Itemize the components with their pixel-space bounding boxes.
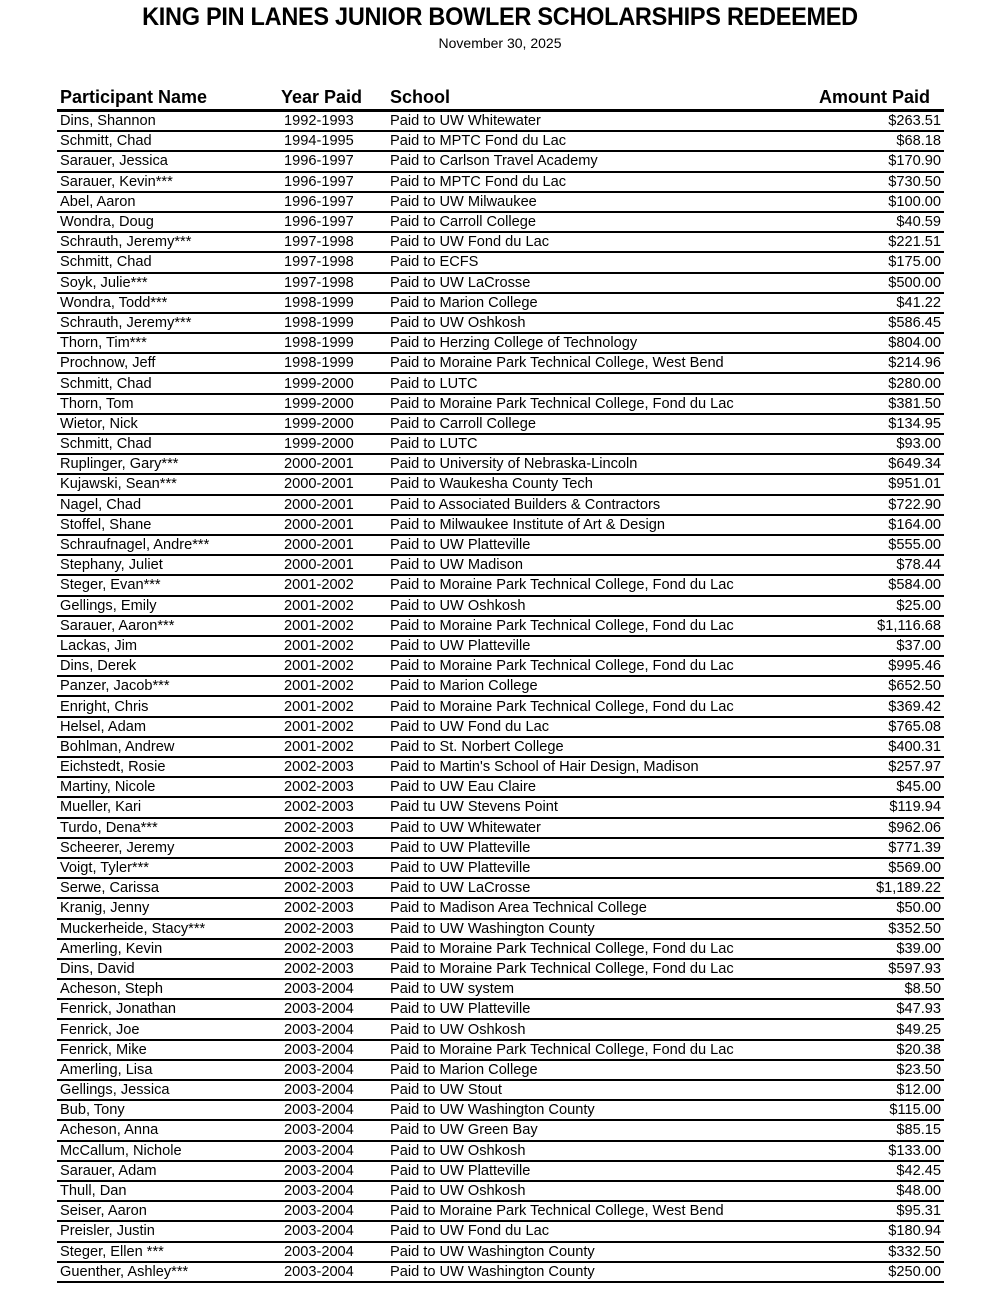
cell-amount-paid: $134.95 — [888, 415, 941, 432]
cell-school: Paid to UW LaCrosse — [390, 880, 531, 897]
table-row — [57, 960, 944, 980]
cell-year-paid: 1998-1999 — [284, 335, 354, 352]
cell-participant-name: Thorn, Tom — [60, 395, 134, 412]
table-row — [57, 1020, 944, 1040]
cell-school: Paid to Moraine Park Technical College, Fond du Lac — [390, 577, 734, 594]
cell-amount-paid: $68.18 — [896, 133, 941, 150]
cell-year-paid: 2002-2003 — [284, 799, 354, 816]
cell-year-paid: 2000-2001 — [284, 496, 354, 513]
table-row — [57, 173, 944, 193]
scholarships-table — [57, 86, 944, 1283]
cell-year-paid: 1997-1998 — [284, 234, 354, 251]
cell-participant-name: Panzer, Jacob*** — [60, 678, 170, 695]
cell-amount-paid: $263.51 — [888, 113, 941, 130]
table-row — [57, 1263, 944, 1283]
cell-school: Paid to Moraine Park Technical College, Fond du Lac — [390, 960, 734, 977]
cell-participant-name: Sarauer, Jessica — [60, 153, 168, 170]
cell-year-paid: 2003-2004 — [284, 1021, 354, 1038]
cell-participant-name: Wietor, Nick — [60, 415, 138, 432]
table-row — [57, 193, 944, 213]
cell-year-paid: 2003-2004 — [284, 1041, 354, 1058]
cell-school: Paid to UW Oshkosh — [390, 597, 526, 614]
cell-amount-paid: $78.44 — [896, 557, 941, 574]
cell-year-paid: 2002-2003 — [284, 839, 354, 856]
column-header-amount-paid: Amount Paid — [819, 87, 930, 107]
table-row — [57, 859, 944, 879]
cell-participant-name: Amerling, Kevin — [60, 940, 163, 957]
cell-amount-paid: $597.93 — [888, 960, 941, 977]
cell-participant-name: Dins, David — [60, 960, 135, 977]
cell-participant-name: Nagel, Chad — [60, 496, 142, 513]
cell-participant-name: Prochnow, Jeff — [60, 355, 156, 372]
cell-school: Paid to UW Fond du Lac — [390, 718, 549, 735]
table-row — [57, 1081, 944, 1101]
cell-amount-paid: $133.00 — [888, 1142, 941, 1159]
cell-amount-paid: $42.45 — [896, 1162, 941, 1179]
cell-school: Paid to UW Platteville — [390, 637, 531, 654]
cell-year-paid: 2001-2002 — [284, 577, 354, 594]
cell-participant-name: Ruplinger, Gary*** — [60, 456, 179, 473]
cell-participant-name: Abel, Aaron — [60, 193, 136, 210]
cell-participant-name: Steger, Ellen *** — [60, 1243, 164, 1260]
cell-year-paid: 2003-2004 — [284, 1061, 354, 1078]
cell-amount-paid: $164.00 — [888, 516, 941, 533]
cell-school: Paid to UW Washington County — [390, 1102, 595, 1119]
cell-school: Paid to UW Washington County — [390, 920, 595, 937]
cell-participant-name: Sarauer, Adam — [60, 1162, 157, 1179]
cell-school: Paid to Carroll College — [390, 214, 537, 231]
table-row — [57, 718, 944, 738]
table-row — [57, 617, 944, 637]
table-row — [57, 314, 944, 334]
cell-school: Paid to Moraine Park Technical College, Fond du Lac — [390, 698, 734, 715]
table-row — [57, 879, 944, 899]
cell-year-paid: 2003-2004 — [284, 1102, 354, 1119]
cell-school: Paid to UW Washington County — [390, 1263, 595, 1280]
cell-participant-name: Kranig, Jenny — [60, 900, 150, 917]
cell-school: Paid to Moraine Park Technical College, West Bend — [390, 1203, 724, 1220]
cell-amount-paid: $730.50 — [888, 173, 941, 190]
cell-participant-name: Schrauth, Jeremy*** — [60, 314, 192, 331]
column-header-year-paid: Year Paid — [281, 87, 363, 107]
cell-amount-paid: $8.50 — [904, 981, 941, 998]
cell-amount-paid: $250.00 — [888, 1263, 941, 1280]
cell-amount-paid: $50.00 — [896, 900, 941, 917]
cell-participant-name: Schraufnagel, Andre*** — [60, 537, 210, 554]
cell-participant-name: Dins, Shannon — [60, 113, 156, 130]
cell-participant-name: Bub, Tony — [60, 1102, 125, 1119]
cell-year-paid: 2002-2003 — [284, 960, 354, 977]
cell-participant-name: Amerling, Lisa — [60, 1061, 153, 1078]
cell-year-paid: 2003-2004 — [284, 1082, 354, 1099]
cell-year-paid: 1997-1998 — [284, 254, 354, 271]
cell-school: Paid to UW Platteville — [390, 1001, 531, 1018]
cell-participant-name: Schmitt, Chad — [60, 436, 152, 453]
cell-year-paid: 2002-2003 — [284, 900, 354, 917]
cell-amount-paid: $39.00 — [896, 940, 941, 957]
cell-school: Paid to Moraine Park Technical College, Fond du Lac — [390, 658, 734, 675]
cell-school: Paid to Marion College — [390, 294, 538, 311]
cell-amount-paid: $555.00 — [888, 537, 941, 554]
cell-participant-name: McCallum, Nichole — [60, 1142, 182, 1159]
table-row — [57, 677, 944, 697]
cell-amount-paid: $500.00 — [888, 274, 941, 291]
cell-school: Paid to UW Fond du Lac — [390, 1223, 549, 1240]
table-row — [57, 274, 944, 294]
cell-participant-name: Gellings, Jessica — [60, 1082, 170, 1099]
cell-participant-name: Preisler, Justin — [60, 1223, 155, 1240]
cell-year-paid: 2002-2003 — [284, 860, 354, 877]
cell-year-paid: 2001-2002 — [284, 637, 354, 654]
cell-year-paid: 2002-2003 — [284, 920, 354, 937]
cell-amount-paid: $332.50 — [888, 1243, 941, 1260]
cell-amount-paid: $180.94 — [888, 1223, 941, 1240]
table-body — [57, 112, 944, 1283]
cell-participant-name: Eichstedt, Rosie — [60, 759, 166, 776]
cell-year-paid: 2001-2002 — [284, 678, 354, 695]
table-row — [57, 536, 944, 556]
cell-amount-paid: $280.00 — [888, 375, 941, 392]
cell-participant-name: Stephany, Juliet — [60, 557, 163, 574]
cell-year-paid: 2002-2003 — [284, 940, 354, 957]
cell-participant-name: Fenrick, Jonathan — [60, 1001, 177, 1018]
cell-amount-paid: $771.39 — [888, 839, 941, 856]
cell-participant-name: Bohlman, Andrew — [60, 738, 175, 755]
cell-school: Paid to UW Platteville — [390, 860, 531, 877]
table-row — [57, 637, 944, 657]
table-row — [57, 395, 944, 415]
cell-amount-paid: $352.50 — [888, 920, 941, 937]
table-row — [57, 1061, 944, 1081]
table-row — [57, 597, 944, 617]
cell-amount-paid: $257.97 — [888, 759, 941, 776]
report-date: November 30, 2025 — [438, 35, 562, 51]
column-header-participant-name: Participant Name — [60, 87, 208, 107]
cell-year-paid: 1994-1995 — [284, 133, 354, 150]
cell-school: Paid to Moraine Park Technical College, Fond du Lac — [390, 395, 734, 412]
cell-participant-name: Mueller, Kari — [60, 799, 142, 816]
cell-year-paid: 2000-2001 — [284, 456, 354, 473]
cell-school: Paid to UW Milwaukee — [390, 193, 537, 210]
table-row — [57, 435, 944, 455]
table-row — [57, 980, 944, 1000]
table-row — [57, 1000, 944, 1020]
cell-school: Paid to St. Norbert College — [390, 738, 564, 755]
cell-school: Paid to UW Oshkosh — [390, 314, 526, 331]
cell-school: Paid to Milwaukee Institute of Art & Design — [390, 516, 665, 533]
table-row — [57, 1222, 944, 1242]
cell-school: Paid to UW Whitewater — [390, 819, 541, 836]
cell-year-paid: 1996-1997 — [284, 173, 354, 190]
table-row — [57, 556, 944, 576]
cell-amount-paid: $45.00 — [896, 779, 941, 796]
cell-amount-paid: $381.50 — [888, 395, 941, 412]
cell-year-paid: 1996-1997 — [284, 153, 354, 170]
table-row — [57, 657, 944, 677]
cell-amount-paid: $652.50 — [888, 678, 941, 695]
cell-school: Paid to UW LaCrosse — [390, 274, 531, 291]
cell-amount-paid: $119.94 — [889, 799, 941, 816]
cell-participant-name: Soyk, Julie*** — [60, 274, 148, 291]
cell-participant-name: Seiser, Aaron — [60, 1203, 147, 1220]
cell-participant-name: Steger, Evan*** — [60, 577, 161, 594]
cell-school: Paid to Waukesha County Tech — [390, 476, 593, 493]
table-row — [57, 294, 944, 314]
cell-year-paid: 1998-1999 — [284, 294, 354, 311]
cell-year-paid: 1998-1999 — [284, 314, 354, 331]
table-row — [57, 354, 944, 374]
cell-year-paid: 1992-1993 — [284, 113, 354, 130]
table-row — [57, 1142, 944, 1162]
cell-school: Paid to Moraine Park Technical College, Fond du Lac — [390, 940, 734, 957]
cell-school: Paid to Associated Builders & Contractors — [390, 496, 661, 513]
table-row — [57, 1182, 944, 1202]
cell-year-paid: 2000-2001 — [284, 557, 354, 574]
cell-year-paid: 2002-2003 — [284, 759, 354, 776]
table-row — [57, 819, 944, 839]
cell-amount-paid: $722.90 — [888, 496, 941, 513]
cell-participant-name: Enright, Chris — [60, 698, 149, 715]
cell-year-paid: 1996-1997 — [284, 193, 354, 210]
cell-participant-name: Lackas, Jim — [60, 637, 138, 654]
cell-participant-name: Guenther, Ashley*** — [60, 1263, 189, 1280]
table-row — [57, 758, 944, 778]
cell-participant-name: Schmitt, Chad — [60, 133, 152, 150]
table-row — [57, 475, 944, 495]
cell-year-paid: 2003-2004 — [284, 1001, 354, 1018]
cell-amount-paid: $400.31 — [888, 738, 941, 755]
cell-participant-name: Thorn, Tim*** — [60, 335, 147, 352]
cell-school: Paid to MPTC Fond du Lac — [390, 133, 567, 150]
table-row — [57, 738, 944, 758]
cell-participant-name: Acheson, Anna — [60, 1122, 159, 1139]
cell-year-paid: 2003-2004 — [284, 1263, 354, 1280]
cell-year-paid: 2001-2002 — [284, 718, 354, 735]
cell-amount-paid: $569.00 — [888, 860, 941, 877]
cell-school: Paid to UW Green Bay — [390, 1122, 538, 1139]
cell-amount-paid: $221.51 — [888, 234, 941, 251]
table-row — [57, 839, 944, 859]
cell-amount-paid: $48.00 — [896, 1183, 941, 1200]
table-row — [57, 496, 944, 516]
cell-amount-paid: $23.50 — [896, 1061, 941, 1078]
table-row — [57, 455, 944, 475]
cell-school: Paid tu UW Stevens Point — [390, 799, 558, 816]
cell-amount-paid: $951.01 — [888, 476, 941, 493]
cell-year-paid: 2002-2003 — [284, 880, 354, 897]
table-row — [57, 1162, 944, 1182]
cell-participant-name: Muckerheide, Stacy*** — [60, 920, 206, 937]
table-row — [57, 1121, 944, 1141]
cell-school: Paid to Carlson Travel Academy — [390, 153, 598, 170]
cell-amount-paid: $100.00 — [888, 193, 941, 210]
cell-amount-paid: $214.96 — [888, 355, 941, 372]
cell-amount-paid: $41.22 — [896, 294, 941, 311]
cell-school: Paid to UW Madison — [390, 557, 524, 574]
cell-year-paid: 1999-2000 — [284, 436, 354, 453]
cell-year-paid: 2003-2004 — [284, 1243, 354, 1260]
cell-participant-name: Wondra, Todd*** — [60, 294, 168, 311]
table-row — [57, 132, 944, 152]
cell-school: Paid to UW Fond du Lac — [390, 234, 549, 251]
cell-amount-paid: $369.42 — [888, 698, 941, 715]
table-row — [57, 213, 944, 233]
cell-year-paid: 2001-2002 — [284, 698, 354, 715]
cell-school: Paid to UW Eau Claire — [390, 779, 536, 796]
cell-amount-paid: $995.46 — [888, 658, 941, 675]
cell-year-paid: 1997-1998 — [284, 274, 354, 291]
cell-year-paid: 2003-2004 — [284, 1203, 354, 1220]
cell-year-paid: 1999-2000 — [284, 415, 354, 432]
cell-year-paid: 2001-2002 — [284, 597, 354, 614]
cell-school: Paid to Marion College — [390, 678, 538, 695]
table-row — [57, 334, 944, 354]
cell-participant-name: Turdo, Dena*** — [60, 819, 158, 836]
table-row — [57, 152, 944, 172]
cell-year-paid: 2002-2003 — [284, 779, 354, 796]
table-row — [57, 576, 944, 596]
cell-amount-paid: $170.90 — [888, 153, 941, 170]
table-row — [57, 374, 944, 394]
table-row — [57, 798, 944, 818]
cell-school: Paid to Moraine Park Technical College, West Bend — [390, 355, 724, 372]
cell-school: Paid to UW Platteville — [390, 537, 531, 554]
cell-school: Paid to Moraine Park Technical College, Fond du Lac — [390, 1041, 734, 1058]
cell-amount-paid: $40.59 — [896, 214, 941, 231]
cell-year-paid: 2003-2004 — [284, 1183, 354, 1200]
table-row — [57, 516, 944, 536]
cell-school: Paid to UW system — [390, 981, 515, 998]
cell-school: Paid to UW Oshkosh — [390, 1183, 526, 1200]
cell-year-paid: 1999-2000 — [284, 375, 354, 392]
cell-amount-paid: $47.93 — [896, 1001, 941, 1018]
cell-amount-paid: $93.00 — [896, 436, 941, 453]
cell-participant-name: Schmitt, Chad — [60, 375, 152, 392]
table-row — [57, 899, 944, 919]
cell-year-paid: 2000-2001 — [284, 476, 354, 493]
cell-school: Paid to MPTC Fond du Lac — [390, 173, 567, 190]
cell-participant-name: Schmitt, Chad — [60, 254, 152, 271]
cell-school: Paid to UW Stout — [390, 1082, 502, 1099]
table-row — [57, 233, 944, 253]
table-row — [57, 1202, 944, 1222]
cell-amount-paid: $175.00 — [888, 254, 941, 271]
cell-year-paid: 2003-2004 — [284, 1122, 354, 1139]
table-row — [57, 253, 944, 273]
cell-school: Paid to Moraine Park Technical College, Fond du Lac — [390, 617, 734, 634]
cell-year-paid: 2003-2004 — [284, 1162, 354, 1179]
cell-year-paid: 1998-1999 — [284, 355, 354, 372]
page-title: KING PIN LANES JUNIOR BOWLER SCHOLARSHIPS REDEEMED — [142, 3, 858, 31]
cell-participant-name: Gellings, Emily — [60, 597, 157, 614]
cell-amount-paid: $49.25 — [896, 1021, 941, 1038]
cell-year-paid: 2003-2004 — [284, 1223, 354, 1240]
cell-amount-paid: $25.00 — [896, 597, 941, 614]
cell-participant-name: Stoffel, Shane — [60, 516, 152, 533]
cell-participant-name: Fenrick, Mike — [60, 1041, 147, 1058]
cell-year-paid: 2001-2002 — [284, 658, 354, 675]
cell-school: Paid to LUTC — [390, 436, 478, 453]
cell-school: Paid to LUTC — [390, 375, 478, 392]
cell-year-paid: 2000-2001 — [284, 516, 354, 533]
cell-year-paid: 2000-2001 — [284, 537, 354, 554]
cell-amount-paid: $37.00 — [896, 637, 941, 654]
table-header-row — [57, 86, 944, 112]
cell-school: Paid to University of Nebraska-Lincoln — [390, 456, 638, 473]
cell-amount-paid: $115.00 — [889, 1102, 941, 1119]
cell-participant-name: Sarauer, Kevin*** — [60, 173, 173, 190]
cell-amount-paid: $20.38 — [896, 1041, 941, 1058]
cell-year-paid: 2001-2002 — [284, 738, 354, 755]
table-row — [57, 112, 944, 132]
cell-participant-name: Serwe, Carissa — [60, 880, 159, 897]
cell-school: Paid to UW Oshkosh — [390, 1021, 526, 1038]
cell-year-paid: 2002-2003 — [284, 819, 354, 836]
cell-participant-name: Fenrick, Joe — [60, 1021, 140, 1038]
cell-amount-paid: $95.31 — [896, 1203, 941, 1220]
table-row — [57, 940, 944, 960]
cell-school: Paid to ECFS — [390, 254, 479, 271]
cell-participant-name: Acheson, Steph — [60, 981, 164, 998]
cell-school: Paid to UW Washington County — [390, 1243, 595, 1260]
cell-amount-paid: $649.34 — [888, 456, 941, 473]
cell-school: Paid to Martin's School of Hair Design, Madison — [390, 759, 699, 776]
cell-participant-name: Wondra, Doug — [60, 214, 154, 231]
cell-school: Paid to UW Whitewater — [390, 113, 541, 130]
cell-school: Paid to UW Platteville — [390, 839, 531, 856]
cell-participant-name: Martiny, Nicole — [60, 779, 156, 796]
cell-amount-paid: $765.08 — [888, 718, 941, 735]
table-row — [57, 1101, 944, 1121]
cell-participant-name: Thull, Dan — [60, 1183, 127, 1200]
table-row — [57, 1041, 944, 1061]
cell-school: Paid to UW Platteville — [390, 1162, 531, 1179]
cell-participant-name: Kujawski, Sean*** — [60, 476, 177, 493]
cell-school: Paid to UW Oshkosh — [390, 1142, 526, 1159]
table-row — [57, 920, 944, 940]
cell-school: Paid to Carroll College — [390, 415, 537, 432]
cell-participant-name: Voigt, Tyler*** — [60, 860, 149, 877]
cell-amount-paid: $962.06 — [888, 819, 941, 836]
table-row — [57, 415, 944, 435]
cell-participant-name: Dins, Derek — [60, 658, 137, 675]
cell-year-paid: 1996-1997 — [284, 214, 354, 231]
cell-amount-paid: $804.00 — [888, 335, 941, 352]
cell-participant-name: Sarauer, Aaron*** — [60, 617, 175, 634]
cell-year-paid: 2001-2002 — [284, 617, 354, 634]
cell-amount-paid: $1,116.68 — [877, 617, 941, 634]
cell-school: Paid to Madison Area Technical College — [390, 900, 647, 917]
cell-participant-name: Schrauth, Jeremy*** — [60, 234, 192, 251]
cell-school: Paid to Herzing College of Technology — [390, 335, 638, 352]
cell-amount-paid: $12.00 — [896, 1082, 941, 1099]
cell-year-paid: 2003-2004 — [284, 1142, 354, 1159]
cell-school: Paid to Marion College — [390, 1061, 538, 1078]
cell-amount-paid: $584.00 — [888, 577, 941, 594]
table-row — [57, 778, 944, 798]
cell-year-paid: 2003-2004 — [284, 981, 354, 998]
column-header-school: School — [390, 87, 451, 107]
table-row — [57, 1243, 944, 1263]
cell-amount-paid: $85.15 — [896, 1122, 941, 1139]
table-row — [57, 697, 944, 717]
cell-participant-name: Scheerer, Jeremy — [60, 839, 175, 856]
cell-amount-paid: $1,189.22 — [876, 880, 941, 897]
cell-participant-name: Helsel, Adam — [60, 718, 146, 735]
cell-year-paid: 1999-2000 — [284, 395, 354, 412]
cell-amount-paid: $586.45 — [888, 314, 941, 331]
